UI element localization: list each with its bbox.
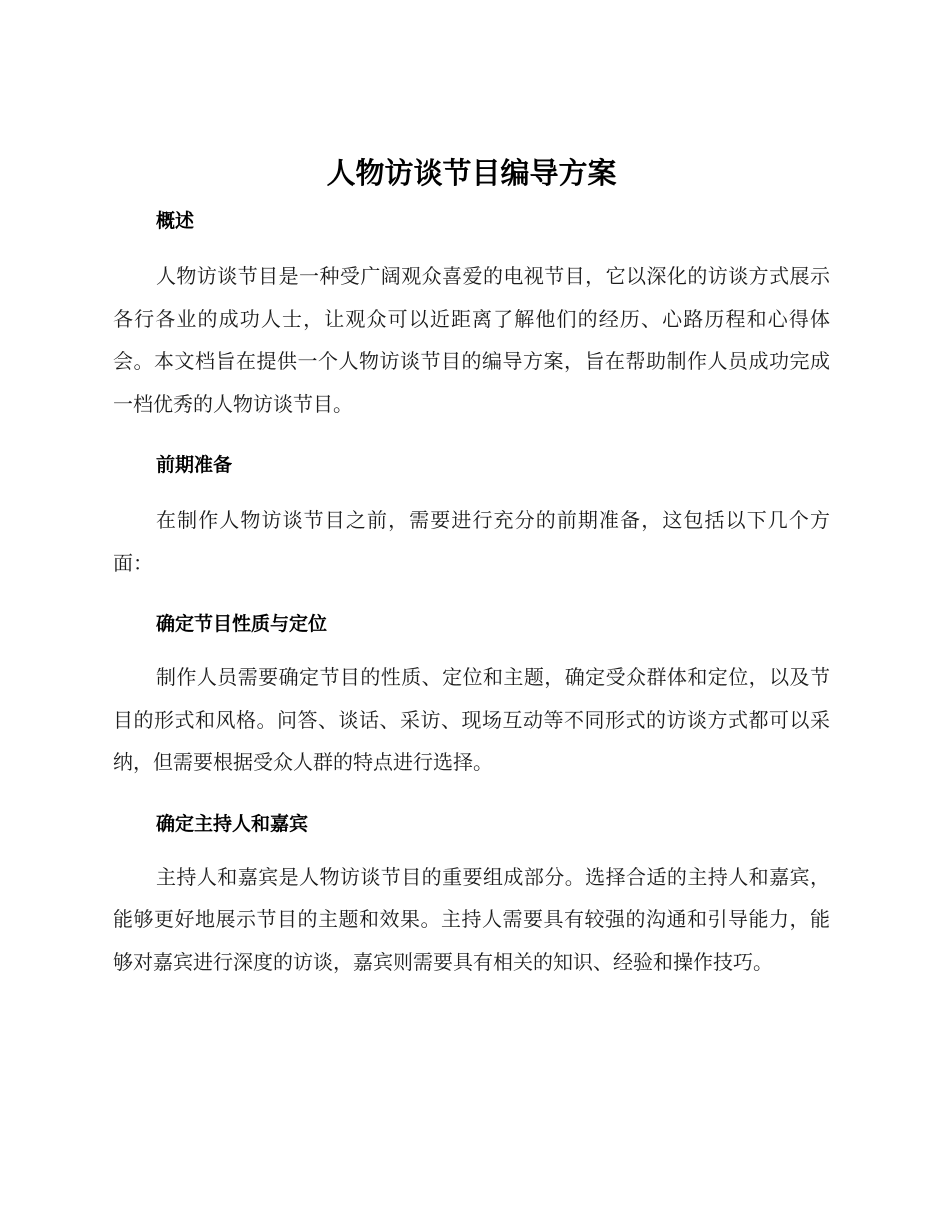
section-body-positioning: 制作人员需要确定节目的性质、定位和主题，确定受众群体和定位，以及节目的形式和风格。问答、谈话、采访、现场互动等不同形式的访谈方式都可以采纳，但需要根据受众人群的特点进行选择。: [113, 665, 830, 774]
section-body-host-guests: 主持人和嘉宾是人物访谈节目的重要组成部分。选择合适的主持人和嘉宾，能够更好地展示节目的主题和效果。主持人需要具有较强的沟通和引导能力，能够对嘉宾进行深度的访谈，嘉宾则需要具有相关的知识、经验和操作技巧。: [113, 864, 830, 974]
section-body-preparation: 在制作人物访谈节目之前，需要进行充分的前期准备，这包括以下几个方面：: [113, 508, 830, 575]
document-title: 人物访谈节目编导方案: [326, 156, 617, 190]
section-body-overview: 人物访谈节目是一种受广阔观众喜爱的电视节目，它以深化的访谈方式展示各行各业的成功人士，让观众可以近距离了解他们的经历、心路历程和心得体会。本文档旨在提供一个人物访谈节目的编导方案，旨在帮助制作人员成功完成一档优秀的人物访谈节目。: [113, 264, 830, 416]
section-heading-preparation: 前期准备: [156, 454, 233, 476]
document-content: [113, 147, 830, 983]
section-heading-host-guests: 确定主持人和嘉宾: [156, 812, 309, 835]
section-heading-positioning: 确定节目性质与定位: [156, 613, 328, 635]
section-heading-overview: 概述: [156, 210, 195, 232]
